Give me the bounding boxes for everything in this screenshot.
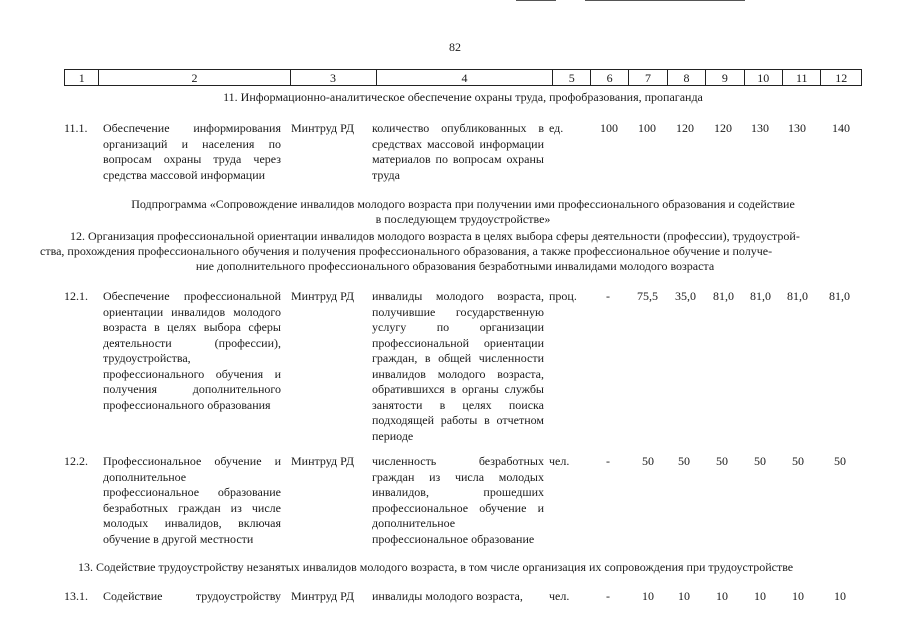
row-indicator: инвалиды молодого возраста, [372, 589, 523, 603]
row-value: - [606, 289, 610, 303]
row-value: 120 [714, 121, 732, 135]
section-12-title-line3: ние дополнительного профессионального образования безработными инвалидами молодого возраста [195, 259, 715, 273]
row-value: 50 [716, 454, 728, 468]
row-value: 50 [642, 454, 654, 468]
cropped-rule [585, 0, 745, 1]
row-name: Обеспечение информирования организаций и населения по вопросам охраны труда через средства массовой информации [103, 121, 281, 182]
header-cell: 3 [290, 70, 376, 86]
row-name: Обеспечение профессиональной ориентации инвалидов молодого возраста в целях выбора сферы деятельности (профессии), трудоустройства, профессионального обучения и получения дополнительного профессионального образования [103, 289, 281, 412]
row-value: 100 [638, 121, 656, 135]
row-value: 81,0 [750, 289, 771, 303]
row-value: 81,0 [829, 289, 850, 303]
header-cell: 10 [744, 70, 782, 86]
row-unit: проц. [549, 289, 577, 303]
row-executor: Минтруд РД [291, 454, 355, 468]
row-value: 81,0 [713, 289, 734, 303]
row-value: 130 [788, 121, 806, 135]
row-value: 10 [642, 589, 654, 603]
row-value: 10 [678, 589, 690, 603]
row-value: 10 [792, 589, 804, 603]
header-cell: 11 [783, 70, 821, 86]
column-number-header [64, 69, 862, 86]
cropped-rule [516, 0, 556, 1]
row-value: 10 [834, 589, 846, 603]
row-value: 10 [754, 589, 766, 603]
row-name: Содействие трудоустройству [103, 589, 281, 603]
row-number: 13.1. [64, 589, 88, 603]
row-executor: Минтруд РД [291, 289, 355, 303]
section-12-title-line2: ства, прохождения профессионального обучения и получения профессионального образования, а также профессиональное обучение и получе- [40, 244, 773, 258]
row-number: 11.1. [64, 121, 88, 135]
section-11-title: 11. Информационно-аналитическое обеспечение охраны труда, профобразования, пропаганда [223, 90, 703, 104]
row-executor: Минтруд РД [291, 121, 355, 135]
subprogram-title-line2: в последующем трудоустройстве» [375, 212, 551, 226]
header-cell: 6 [590, 70, 628, 86]
row-indicator: количество опубликованных в средствах массовой информации материалов по вопросам охраны труда [372, 121, 544, 182]
row-unit: чел. [549, 454, 570, 468]
header-cell: 7 [629, 70, 667, 86]
row-value: 130 [751, 121, 769, 135]
section-13-title: 13. Содействие трудоустройству незанятых инвалидов молодого возраста, в том числе организация их сопровождения при трудоустройстве [78, 560, 794, 574]
row-value: 81,0 [787, 289, 808, 303]
row-indicator: численность безработных граждан из числа молодых инвалидов, прошедших профессиональное обучение и дополнительное профессиональное образование [372, 454, 544, 546]
header-cell: 4 [376, 70, 553, 86]
row-value: 10 [716, 589, 728, 603]
page-number: 82 [449, 40, 461, 54]
row-value: 100 [600, 121, 618, 135]
header-cell: 2 [99, 70, 290, 86]
row-unit: ед. [549, 121, 564, 135]
header-cell: 5 [553, 70, 590, 86]
row-value: 140 [832, 121, 850, 135]
row-value: 35,0 [675, 289, 696, 303]
row-indicator: инвалиды молодого возраста, получившие государственную услугу по организации профессиональной ориентации граждан, в общей численности инвалидов молодого возраста, обратившихся в органы службы занятости в целях поиска подходящей работы в отчетном периоде [372, 289, 544, 443]
row-number: 12.1. [64, 289, 88, 303]
header-cell: 8 [667, 70, 705, 86]
header-cell: 12 [821, 70, 862, 86]
row-value: - [606, 589, 610, 603]
row-value: 50 [834, 454, 846, 468]
row-value: 50 [792, 454, 804, 468]
header-cell: 1 [65, 70, 99, 86]
section-12-title-line1: 12. Организация профессиональной ориентации инвалидов молодого возраста в целях выбора сферы деятельности (профессии), трудоустрой- [70, 229, 800, 243]
row-executor: Минтруд РД [291, 589, 355, 603]
row-value: 50 [678, 454, 690, 468]
row-value: 120 [676, 121, 694, 135]
row-name: Профессиональное обучение и дополнительное профессиональное образование безработных граждан из числе молодых инвалидов, включая обучение в другой местности [103, 454, 281, 546]
header-cell: 9 [706, 70, 744, 86]
row-value: 75,5 [637, 289, 658, 303]
row-unit: чел. [549, 589, 570, 603]
row-number: 12.2. [64, 454, 88, 468]
subprogram-title-line1: Подпрограмма «Сопровождение инвалидов молодого возраста при получении ими профессионального образования и содействие [131, 197, 795, 211]
row-value: - [606, 454, 610, 468]
row-value: 50 [754, 454, 766, 468]
